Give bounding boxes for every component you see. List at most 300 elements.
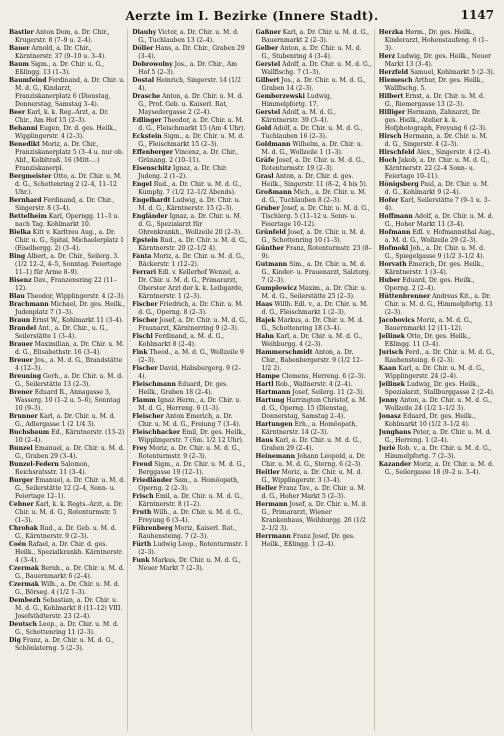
- entry-details: Ludwig, Dr. ges. Heilk., Spezialarzt, Stallburggasse 2 (2–4).: [384, 381, 495, 396]
- directory-entry: [379, 53, 495, 69]
- entry-name: Fischer: [132, 317, 158, 324]
- entry-name: Hilliger: [378, 109, 406, 116]
- entry-details: Wilhelm, a. Dr. Chir. u. M. d. G., Wollzeile 1 (1–3).: [261, 141, 363, 156]
- entry-name: Großmann: [255, 189, 292, 196]
- directory-entry: [9, 477, 125, 501]
- directory-entry: [132, 165, 248, 181]
- directory-entry: [132, 77, 248, 93]
- entry-details: Anton Dom, a. Dr. Chir., Krugerstr. 8 (7–9 u. 2–4).: [15, 29, 110, 44]
- entry-name: Deutsch: [9, 621, 37, 628]
- entry-name: Eisenschitz: [132, 165, 172, 172]
- entry-details: Franz, Rotenturmstr. 23 (8–9).: [261, 245, 372, 260]
- entry-details: Dav., Franzensring 22 (11–12).: [15, 277, 117, 292]
- entry-name: Junghans: [378, 429, 411, 436]
- directory-entry: [379, 445, 495, 461]
- entry-name: Führenberg: [132, 525, 173, 532]
- entry-name: Dlauhy: [132, 29, 157, 36]
- entry-name: Gelber: [255, 45, 279, 52]
- directory-entry: [132, 29, 248, 45]
- entry-name: Baum: [9, 61, 29, 68]
- entry-name: Brunner: [9, 413, 38, 420]
- directory-entry: [9, 77, 125, 109]
- directory-entry: [256, 397, 372, 421]
- entry-details: Arnold, a. Dr. Chir., Kärntnerstr. 37 (9–10 u. 3–4).: [15, 45, 107, 60]
- entry-details: Adolf, a. Dr. Chir. u. M. d. G., Wallfischg. 7 (1–3).: [261, 61, 372, 76]
- entry-details: Leop., a. Dr. Chir. u. M. d. G., Schottenring 11 (2–3).: [15, 621, 119, 636]
- entry-details: Heinrich, Singerstr. 14 (1/2 4).: [138, 77, 241, 92]
- directory-entry: [132, 253, 248, 269]
- directory-entry: [132, 269, 248, 301]
- directory-entry: [256, 437, 372, 453]
- entry-details: Maxim., a. Dr. Chir. u. M. d. G., Seilerstätte 25 (2–3).: [261, 285, 367, 300]
- entry-name: Czermak: [9, 581, 40, 588]
- entry-details: Ferdinand, a. Dr. Chir., Singerstr. 8 (3–4).: [15, 197, 115, 212]
- directory-entry: [132, 557, 248, 573]
- entry-details: Ferd., a. Dr. Chir. u. M. d. G., Rauhensteing. 6 (2–3).: [384, 349, 495, 364]
- entry-name: Herz: [378, 53, 396, 60]
- entry-details: Mich., a. Dr. Chir. u. M. d. G., Tuchlauben 8 (2–3).: [261, 189, 367, 204]
- entry-name: Gräfe: [255, 157, 275, 164]
- entry-name: Bastler: [9, 29, 34, 36]
- entry-name: Hermann: [255, 501, 288, 508]
- entry-name: Jellinek: [378, 381, 405, 388]
- directory-entry: [9, 445, 125, 461]
- directory-entry: [256, 381, 372, 389]
- entry-details: Maximilian, a. Dr. Chir. u. M. d. G., Elisabethstr. 16 (3–4).: [15, 341, 125, 356]
- directory-entry: [132, 93, 248, 117]
- entry-name: Hiemesch: [378, 77, 413, 84]
- entry-name: Jacobovics: [378, 317, 415, 324]
- entry-details: Jakob, a. Dr. Chir. u. M. d. G., Kärntnerstr. 22 (2–4 Sonn- u. Feiertage 10–11).: [384, 157, 490, 180]
- entry-name: Herzka: [378, 29, 404, 36]
- entry-details: Salomon, Reichsratsstr. 11 (3–4).: [15, 461, 90, 476]
- entry-details: Friedrich, a. Dr. Chir. u. M. d. G., Operng. 8 (2–3).: [138, 301, 244, 316]
- entry-name: Epstein: [132, 237, 159, 244]
- entry-details: Moriz, a. Dr. Chir. u. M. d. G., Bäckerstr. 1 (12–2).: [138, 253, 245, 268]
- directory-entry: [256, 261, 372, 285]
- entry-name: Fischer: [132, 365, 158, 372]
- entry-details: Alex., Singerstr. 4 (2–4).: [414, 149, 492, 156]
- entry-details: Jos., a. M. d. G., Brandstätte 4 (12–3).: [15, 357, 123, 372]
- directory-entry: [379, 213, 495, 229]
- entry-name: Jurié: [378, 445, 396, 452]
- entry-details: Ed., Kärntnerstr. (13–2) 10 (2–4).: [15, 429, 125, 444]
- entry-name: Brener: [9, 389, 33, 396]
- entry-name: Jenny: [378, 397, 398, 404]
- entry-details: Emerich, Dr. ges. Heilk., Kärntnerstr. 1 (3–4).: [384, 261, 485, 276]
- entry-details: Emanuel, a. Dr. Chir. u. M. d. G., Seilerstätte 12 (2–4, Sonn- u. Feiertage 12–1).: [15, 477, 126, 500]
- entry-name: Hampe: [255, 373, 280, 380]
- directory-entry: [256, 205, 372, 229]
- entry-name: Bettelheim: [9, 213, 47, 220]
- directory-entry: [9, 109, 125, 125]
- directory-entry: [9, 325, 125, 341]
- entry-details: Anton, a. Dr. Chir. d. ges. Heilk., Singerstr. 11 (8–2, 4 bis 5).: [261, 173, 368, 188]
- entry-details: Hermann, Zahnarzt, Dr. ges. Heilk., Atelier k. k. Hofphotograph, Freyung 6 (2–3).: [384, 109, 487, 132]
- entry-name: Bernhard: [9, 197, 42, 204]
- entry-details: Vincenz, a. Dr. Chir., Grünang. 2 (10–11).: [138, 149, 239, 164]
- entry-name: Gaßner: [255, 29, 281, 36]
- entry-details: Johann Leopold, a. Dr. Chir. u. M. d. G., Sterng. 6 (2–3).: [261, 453, 366, 468]
- entry-details: Sigm., a. Dr. Chir. u. M. d. G., Fleischmarkt 15 (2–3).: [138, 133, 245, 148]
- entry-details: Sigm., a. Dr. Chir. u. M. d. G., Berggasse 19 (12–1).: [138, 461, 246, 476]
- entry-name: Gerstel: [255, 61, 281, 68]
- entry-name: Brachmann: [9, 301, 49, 308]
- entry-name: Haas: [255, 301, 273, 308]
- entry-details: Bernh., a. Dr. Chir. u. M. d. G., Bauernmarkt 6 (2–4).: [15, 565, 125, 580]
- entry-name: Fischl: [132, 333, 153, 340]
- directory-entry: [379, 381, 495, 397]
- entry-details: Rob. v., a. Dr. Chir. u. M. d. G., Himmelpfortg. 7 (2–3).: [384, 445, 492, 460]
- directory-entry: [9, 565, 125, 581]
- entry-name: Hüttenbrenner: [378, 293, 431, 300]
- entry-details: Victor, a. Dr. Chir. u. M. d. G., Tuchlauben 13 (2–4).: [138, 29, 239, 44]
- directory-entry: [9, 525, 125, 541]
- entry-name: Hofmann: [378, 229, 411, 236]
- entry-details: Moriz, Kaiserl. Rat., Rauhensteing. 7 (2–3).: [138, 525, 237, 540]
- entry-details: Samuel, Kohlmarkt 5 (2–3).: [408, 69, 495, 76]
- entry-details: Moriz, a. Dr. Chir. u. M. d. G., Rotenturmstr. 9 (2–3).: [138, 445, 241, 460]
- entry-details: Eduard, Dr. ges. Heilk., Operng. 2 (2–4).: [384, 277, 475, 292]
- directory-entry: [379, 133, 495, 149]
- entry-name: Gold: [255, 125, 272, 132]
- directory-entry: [9, 429, 125, 445]
- directory-entry: [256, 77, 372, 93]
- entry-name: Jurisch: [378, 349, 404, 356]
- directory-entry: [379, 69, 495, 77]
- entry-name: Fruth: [132, 509, 152, 516]
- entry-details: Josef, a. Dr. Chir. u. M. d. G., Fraunarzt, Kärntnerring 9 (2–3).: [138, 317, 248, 332]
- entry-name: Fischer: [132, 301, 158, 308]
- entry-name: Coën: [9, 541, 27, 548]
- entry-details: Karl, a. Dr. Chir. u. M. d. G., Graben 29 (2–4).: [261, 437, 362, 452]
- directory-entry: [256, 157, 372, 173]
- entry-name: Czermak: [9, 565, 40, 572]
- entry-details: Josef, a. Dr. Chir. u. M. d. G., Primararzt, Wiener Krankenhaus, Weihburgg. 26 (1/2 2–1/2 3).: [261, 501, 368, 532]
- directory-entry: [132, 197, 248, 213]
- directory-entry: [9, 197, 125, 213]
- directory-entry: [132, 237, 248, 253]
- directory-entry: [379, 413, 495, 429]
- entry-details: Rob., Wallnerstr. 4 (2–4).: [273, 381, 353, 388]
- directory-entry: [256, 125, 372, 141]
- entry-name: Brandel: [9, 325, 37, 332]
- entry-name: Heinemann: [255, 453, 296, 460]
- entry-details: Wilh., a. Dr. Chir. u. M. d. G., Freyung 6 (3–4).: [138, 509, 243, 524]
- entry-name: Horvath: [378, 261, 407, 268]
- directory-entry: [9, 277, 125, 293]
- directory-entry: [9, 301, 125, 317]
- entry-name: Heitler: [255, 469, 280, 476]
- entry-details: Franz, a. Dr. Chir. u. M. d. G., Schönlaterng. 5 (2–3).: [15, 637, 114, 652]
- entry-details: Rafael, a. Dr. Chir. d. ges. Heilk., Spezialkrankh. Kärntnerstr. 4 (3–4).: [15, 541, 124, 564]
- directory-entry: [379, 317, 495, 333]
- directory-entry: [379, 157, 495, 181]
- directory-entry: [256, 141, 372, 157]
- directory-entry: [132, 317, 248, 333]
- directory-entry: [9, 389, 125, 413]
- entry-details: Ferdinand, a. M. d. G., Kohlmarkt 8 (2–4).: [138, 333, 225, 348]
- directory-entry: [379, 29, 495, 53]
- directory-entry: [256, 29, 372, 45]
- directory-entry: [132, 213, 248, 237]
- entry-name: Hirsch: [378, 133, 402, 140]
- entry-name: Freud: [132, 461, 153, 468]
- directory-entry: [379, 365, 495, 381]
- entry-name: Brauer: [9, 341, 33, 348]
- directory-entry: [9, 141, 125, 173]
- entry-name: Herrmann: [255, 533, 291, 540]
- entry-details: Ernst W., Kohlmarkt 11 (3–4).: [30, 317, 124, 324]
- entry-name: Fleischhacker: [132, 429, 181, 436]
- entry-details: Edl. v. Kellerhof Wenzel, a. Dr. Chir. u. M. d. G., Primararzt, Oberster Arzt der k. k. Leibgarde, Kärntnerstr. 1 (2–3).: [138, 269, 244, 300]
- entry-details: Emil, Dr. ges. Heilk., Wipplingerstr. 7 (Sm. 1/2 12 Uhr).: [138, 429, 246, 444]
- directory-entry: [132, 461, 248, 477]
- entry-details: Rud., a. Dr. Geb. u. M. d. G., Kärntnerstr. 9 (2–3).: [15, 525, 117, 540]
- entry-details: Markus, a. Dr. Chir. u. M. d. G., Schottenring 18 (3–4).: [261, 317, 364, 332]
- directory-entry: [9, 253, 125, 277]
- entry-details: Sim., a. Dr. Chir. u. M. d. G., Kinder- u. Frauenarzt, Salztorg. 7 (2–3).: [261, 261, 371, 284]
- page-title: Aerzte im I. Bezirke (Innere Stadt).: [125, 9, 379, 23]
- directory-entry: [379, 261, 495, 277]
- entry-name: Bunzel: [9, 445, 33, 452]
- entry-details: David, Habsburgerg. 9 (2–4).: [138, 365, 242, 380]
- entry-details: Ludwig, Himmelpfortg. 17.: [261, 93, 332, 108]
- entry-name: Behanni: [9, 125, 38, 132]
- directory-entry: [379, 109, 495, 133]
- entry-details: Karl, a. Dr. Chir. u. M. d. G., Adlergasse 1 (2 1/4 3).: [15, 413, 116, 428]
- entry-details: Sebastian, a. Dr. Chir. u. M. d. G., Kohlmarkt 8 (11–12) VIII. Josefstädterstr. 23 (2–4).: [15, 597, 123, 620]
- directory-entry: [9, 501, 125, 525]
- entry-name: Drasche: [132, 93, 161, 100]
- directory-entry: [256, 501, 372, 533]
- directory-entry: [132, 61, 248, 77]
- entry-details: Anton, a. Dr. Chir. u. M. d. G., Wollzeile 24 (1/2 1–1/2 3).: [384, 397, 492, 412]
- entry-name: Gilbert: [255, 77, 280, 84]
- entry-name: Herzfeld: [378, 69, 409, 76]
- directory-entry: [9, 317, 125, 325]
- directory-entry: [379, 461, 495, 477]
- entry-details: Sam., a. Homöopath, Operng. 2 (2–3).: [138, 477, 239, 492]
- directory-entry: [9, 125, 125, 141]
- entry-name: Gemberzewski: [255, 93, 305, 100]
- entry-details: Otto, Dr. ges. Heilk., Eßlingg. 11 (3–4).: [384, 333, 471, 348]
- entry-name: Chrobak: [9, 525, 38, 532]
- entry-name: Gerstel: [255, 109, 281, 116]
- directory-entry: [132, 397, 248, 413]
- directory-entry: [256, 93, 372, 109]
- entry-details: Eduard R., Annagasse 3, Wasserg. 10 (1–2 u. 5–6), Sonntag 10 (9–3).: [15, 389, 121, 412]
- entry-details: Josef, a. Dr. Chir. u. M. d. G., Rotenturmstr. 19 (2–3).: [261, 157, 365, 172]
- entry-details: Rud., a. Dr. Chir. u. M. d. G., Kärntnerstr. 20 (2–1/2 4).: [138, 237, 248, 252]
- directory-entry: [256, 109, 372, 125]
- entry-details: Eduard, Dr. ges. Heilk., Graben 18 (2–4).: [138, 381, 229, 396]
- entry-details: Rud., a. Dr. Chir. u. M. d. G., Kumpfg. 7 (1/2 12–1/2 Abends).: [138, 181, 242, 196]
- entry-details: Karl, a. Dr. Chir. u. M. d. G., Weihburgg. 4 (2–3).: [261, 333, 363, 348]
- entry-name: Haus: [255, 437, 274, 444]
- entry-details: Karl, a. Dr. Chir. u. M. d. G., Bauernmarkt 2 (2–3).: [261, 29, 370, 44]
- entry-name: Huber: [378, 277, 401, 284]
- directory-entry: [9, 581, 125, 597]
- entry-name: Gumplowicz: [255, 285, 297, 292]
- directory-entry: [256, 173, 372, 189]
- entry-name: Flamm: [132, 397, 156, 404]
- entry-details: Ferdinand, a. Dr. Chir. u. M. d. G., Kindarzt, Franziskanerplatz 6 (Dienstag, Donnerstag, Samstag 3–4).: [15, 77, 125, 108]
- entry-details: Erh., a. Homöopath, Kärntnerstr. 14 (2–3).: [261, 421, 358, 436]
- entry-details: Ludwig, a. Dr. Chir. u. M. d. G., Kärntnerstr. 15 (2–3).: [138, 197, 241, 212]
- entry-name: Engländer: [132, 213, 168, 220]
- directory-entry: [379, 349, 495, 365]
- entry-name: Fleischmann: [132, 381, 176, 388]
- entry-details: Karl, k. k. Reg.-Arzt, a. Dr. Chir., Am Hof 15 (2–3).: [15, 109, 109, 124]
- directory-entry: [256, 285, 372, 301]
- entry-details: Michael, Dr. ges. Heilk., Judenplatz 7 (1–3).: [15, 301, 126, 316]
- entry-name: Hartl: [255, 381, 274, 388]
- entry-name: Hofmokl: [378, 245, 409, 252]
- entry-name: Eckstein: [132, 133, 162, 140]
- directory-entry: [9, 621, 125, 637]
- directory-entry: [256, 469, 372, 485]
- directory-entry: [9, 637, 125, 653]
- entry-details: Adolf, a. Dr. Chir. u. M. d. G., Hoher Markt 11 (3–4).: [384, 213, 494, 228]
- directory-entry: [256, 421, 372, 437]
- directory-entry: [132, 349, 248, 365]
- directory-entry: [256, 485, 372, 501]
- entry-details: Joh., a. Dr. Chir. u. M. d. G., Spiegelgasse 9 (1/2 3–1/2 4).: [384, 245, 485, 260]
- entry-name: Bielka: [9, 229, 31, 236]
- directory-entry: [256, 189, 372, 205]
- directory-entry: [256, 453, 372, 469]
- entry-name: Fürth: [132, 541, 152, 548]
- entry-details: Otto, a. Dr. Chir. u. M. d. G., Schottenring 2 (2–4, 11–12 Uhr.).: [15, 173, 122, 196]
- entry-details: Ignaz, a. Dr. Chir. Judeng. 2 (1–2).: [138, 165, 228, 180]
- directory-entry: [9, 373, 125, 389]
- entry-details: Ignaz Herm., a. Dr. Chir. u. M. d. G., Herreng. 6 (1–3).: [138, 397, 242, 412]
- entry-name: Benedikt: [9, 141, 40, 148]
- entry-name: Ferrari: [132, 269, 157, 276]
- directory-entry: [9, 29, 125, 45]
- entry-details: Theod., a. M. d. G., Wollzeile 9 (2–3).: [138, 349, 244, 364]
- directory-entry: [256, 317, 372, 333]
- entry-details: Karl, Operngg. 11–3 u. nach Tag. Kohlmarkt 10.: [15, 213, 120, 228]
- entry-name: Fanta: [132, 253, 152, 260]
- directory-entry: [132, 445, 248, 461]
- entry-details: Josef, a. Dr. Chir. u. M. d. G., Tischlerg. 5 (11–12 u. Sonn- u. Feiertage 10–12).: [261, 205, 370, 228]
- directory-entry: [256, 61, 372, 77]
- directory-entry: [379, 277, 495, 293]
- directory-entry: [256, 373, 372, 381]
- directory-entry: [9, 357, 125, 373]
- entry-details: Hans, a. Dr. Chir., Graben 29 (3–4).: [138, 45, 245, 60]
- column-4: [379, 29, 497, 731]
- entry-name: Gruber: [255, 205, 280, 212]
- entry-details: Moriz, a. Dr. Chir. u. M. d. G., Seilergasse 18 (9–2 u. 3–4).: [384, 461, 494, 476]
- entry-name: Funk: [132, 557, 150, 564]
- directory-entry: [132, 525, 248, 541]
- entry-details: Franz Josef, Dr. ges. Heilk., Eßlingg. 1 (2–4).: [261, 533, 355, 548]
- directory-entry: [256, 389, 372, 397]
- entry-name: Bergmeister: [9, 173, 52, 180]
- directory-columns: [9, 29, 497, 731]
- directory-entry: [132, 133, 248, 149]
- directory-entry: [132, 493, 248, 509]
- directory-entry: [132, 301, 248, 317]
- entry-name: Dostal: [132, 77, 155, 84]
- entry-details: Harrington Christof, a. M. d. G., Operng. 15 (Dienstag, Donnerstag, Samstag 2–4).: [261, 397, 368, 420]
- entry-details: Adolf, a. M. d. G., Kärntnerstr. 39 (3–4).: [261, 109, 336, 124]
- directory-entry: [132, 365, 248, 381]
- entry-name: Jonasz: [378, 413, 401, 420]
- directory-entry: [379, 429, 495, 445]
- column-3: [256, 29, 375, 731]
- directory-entry: [9, 541, 125, 565]
- entry-name: Engel: [132, 181, 152, 188]
- directory-entry: [9, 173, 125, 197]
- entry-details: Moriz, a. M. d. G., Bauernmarkt 12 (11–12).: [384, 317, 473, 332]
- entry-name: Bisenz: [9, 277, 32, 284]
- entry-name: Goldmann: [255, 141, 291, 148]
- directory-entry: [132, 509, 248, 525]
- directory-entry: [132, 117, 248, 133]
- directory-entry: [9, 229, 125, 253]
- entry-name: Blau: [9, 293, 25, 300]
- entry-name: Cehner: [9, 501, 34, 508]
- entry-name: Bauer: [9, 45, 30, 52]
- directory-entry: [379, 181, 495, 197]
- entry-name: Dobrowolny: [132, 61, 173, 68]
- entry-name: Fleischer: [132, 413, 164, 420]
- entry-name: Hartungen: [255, 421, 293, 428]
- entry-details: Anton, a. Dr. Chir., Babenbergerstr. 9 (1/2 12–1/2 2).: [261, 349, 363, 372]
- entry-name: Kaan: [378, 365, 397, 372]
- entry-name: Grasl: [255, 173, 274, 180]
- entry-name: Hoch: [378, 157, 397, 164]
- directory-entry: [132, 541, 248, 557]
- directory-entry: [9, 597, 125, 621]
- entry-details: Anton, a. Dr. Chir. u. M. d. G., Prof. Geb. u. Kaiserl. Rat, Maysedergasse 2 (2–4).: [138, 93, 244, 116]
- entry-details: Adolf, a. Dr. Chir. u. M. d. G., Tuchlauben 16 (2–3).: [261, 125, 363, 140]
- directory-entry: [379, 229, 495, 245]
- entry-details: Hermann, a. Dr. Chir. u. M. d. G., Singerstr. 4 (2–3).: [384, 133, 488, 148]
- entry-name: Hönigsberg: [378, 181, 419, 188]
- directory-entry: [132, 477, 248, 493]
- directory-entry: [379, 245, 495, 261]
- entry-details: Willh. Edl. v., a. Dr. Chir. u. M. d. G., Fleischmarkt 1 (2–3).: [261, 301, 369, 316]
- entry-details: Eugen, Dr. d. ges. Heilk., Wipplingerstr. 4 (2–3).: [15, 125, 117, 140]
- entry-name: Dig: [9, 637, 21, 644]
- entry-details: Karl, k. k. Regts.-Arzt, a. Dr. Chir. u. M. d. G., Rotenturmstr. 5 (1–3).: [15, 501, 123, 524]
- entry-details: Theodor, a. Dr. Chir. u. M. d. G., Fleischmarkt 15 (Am 4 Uhr).: [138, 117, 246, 132]
- entry-details: Josef, a. Dr. Chir. u. M. d. G., Schottenring 10 (1–3).: [261, 229, 366, 244]
- directory-entry: [9, 45, 125, 61]
- directory-entry: [132, 181, 248, 197]
- entry-details: Albert, a. Dr. Chir., Seilerg. 3. (1/2 12–2, 4–5, Sonntag. Feiertage 11–1) für Arme 8–9).: [15, 253, 122, 276]
- entry-name: Hirschfeld: [378, 149, 415, 156]
- entry-name: Hajek: [255, 317, 276, 324]
- entry-name: Jellinek: [378, 333, 405, 340]
- directory-entry: [9, 461, 125, 477]
- entry-name: Breuer: [9, 357, 33, 364]
- directory-entry: [132, 149, 248, 165]
- entry-name: Hoffmann: [378, 213, 413, 220]
- entry-details: Andreas Kit., a. Dr. Chir. u. M. d. G., Himmelpfortg. 13 (2–3).: [384, 293, 493, 316]
- directory-entry: [9, 341, 125, 357]
- directory-entry: [132, 429, 248, 445]
- entry-details: Sigm., a. Dr. Chir. u. G., Eßlingg. 13 (1–3).: [15, 61, 105, 76]
- entry-name: Hartmann: [255, 389, 291, 396]
- directory-entry: [379, 197, 495, 213]
- column-1: [9, 29, 128, 731]
